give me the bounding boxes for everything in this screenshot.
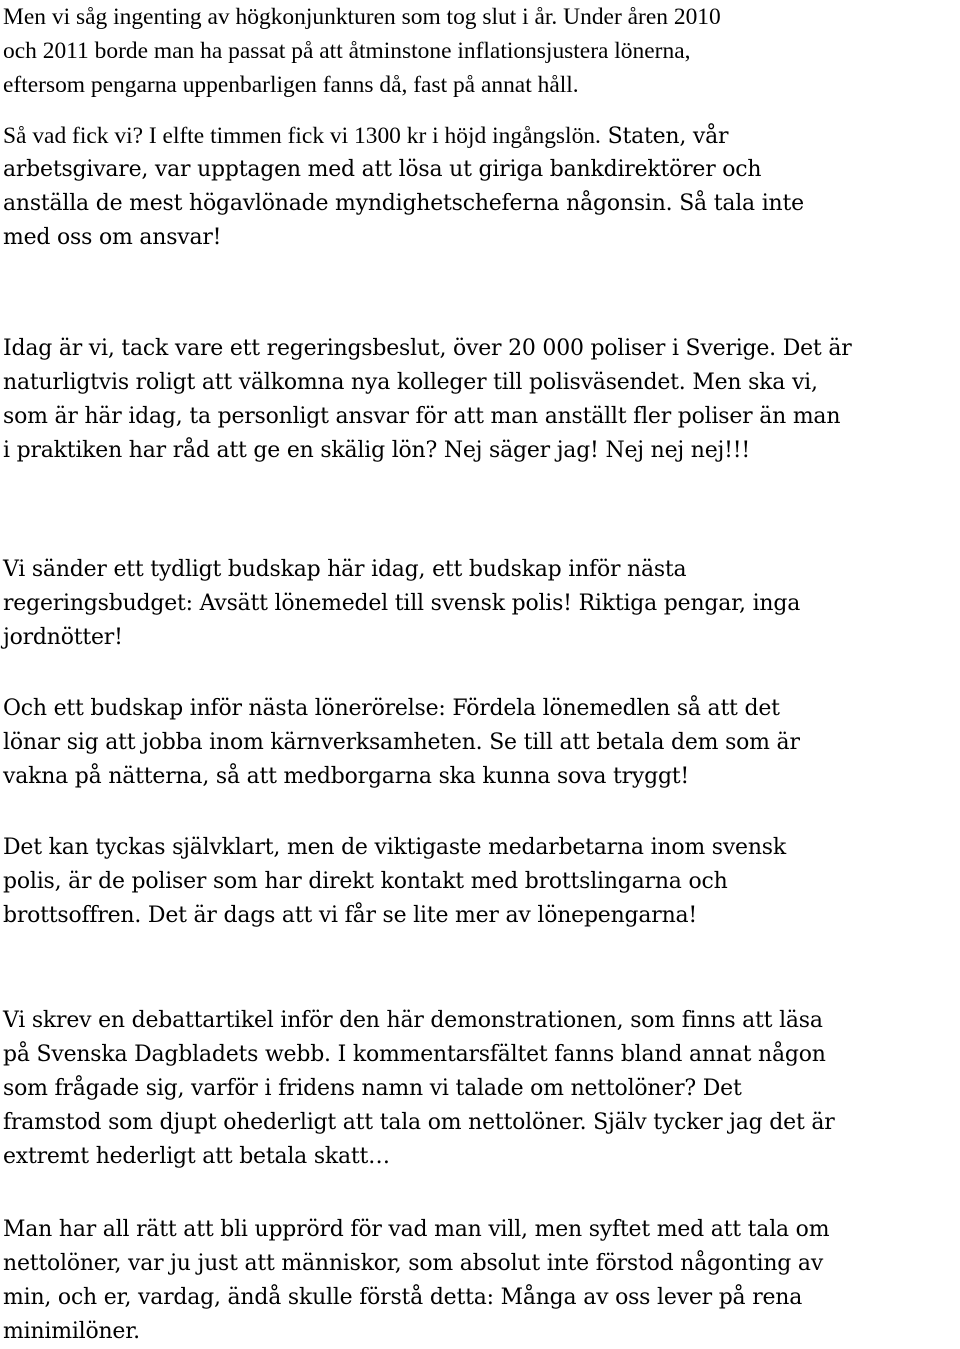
text-line: Och ett budskap inför nästa lönerörelse: Fördela lönemedlen så att det: [3, 696, 780, 721]
paragraph-6: [3, 831, 960, 933]
text-line: naturligtvis roligt att välkomna nya kolleger till polisväsendet. Men ska vi,: [3, 370, 818, 395]
paragraph-4: [3, 553, 960, 655]
text-line: arbetsgivare, var upptagen med att lösa ut giriga bankdirektörer och: [3, 157, 762, 182]
text-line: Man har all rätt att bli upprörd för vad man vill, men syftet med att tala om: [3, 1217, 830, 1242]
text-line: brottsoffren. Det är dags att vi får se lite mer av lönepengarna!: [3, 903, 698, 928]
text-line: min, och er, vardag, ändå skulle förstå detta: Många av oss lever på rena: [3, 1285, 803, 1310]
text-line: anställa de mest högavlönade myndighetscheferna någonsin. Så tala inte: [3, 191, 804, 216]
text-line: Vi sänder ett tydligt budskap här idag, ett budskap inför nästa: [3, 557, 687, 582]
text-line: med oss om ansvar!: [3, 225, 222, 250]
text-line: nettolöner, var ju just att människor, som absolut inte förstod någonting av: [3, 1251, 824, 1276]
paragraph-2: [3, 119, 960, 255]
text-line: som är här idag, ta personligt ansvar för att man anställt fler poliser än man: [3, 404, 841, 429]
text-line: regeringsbudget: Avsätt lönemedel till svensk polis! Riktiga pengar, inga: [3, 591, 801, 616]
text-line: Vi skrev en debattartikel inför den här demonstrationen, som finns att läsa: [3, 1008, 823, 1033]
text-line: eftersom pengarna uppenbarligen fanns då, fast på annat håll.: [3, 72, 579, 98]
paragraph-3: [3, 332, 960, 468]
paragraph-5: [3, 692, 960, 794]
text-line: [3, 119, 958, 153]
text-line: framstod som djupt ohederligt att tala om nettolöner. Själv tycker jag det är: [3, 1110, 835, 1135]
text-line: i praktiken har råd att ge en skälig lön? Nej säger jag! Nej nej nej!!!: [3, 438, 750, 463]
text-line: jordnötter!: [3, 625, 123, 650]
text-line: vakna på nätterna, så att medborgarna ska kunna sova tryggt!: [3, 764, 690, 789]
text-line: som frågade sig, varför i fridens namn vi talade om nettolöner? Det: [3, 1076, 742, 1101]
text-run: Så vad fick vi?: [3, 123, 144, 149]
text-line: på Svenska Dagbladets webb. I kommentarsfältet fanns bland annat någon: [3, 1042, 826, 1067]
text-line: polis, är de poliser som har direkt kontakt med brottslingarna och: [3, 869, 728, 894]
paragraph-7: [3, 1004, 960, 1174]
text-line: Men vi såg ingenting av högkonjunkturen som tog slut i år. Under åren 2010: [3, 4, 721, 30]
text-line: och 2011 borde man ha passat på att åtminstone inflationsjustera lönerna,: [3, 38, 691, 64]
text-run: I elfte timmen fick vi 1300 kr i höjd ingångslön.: [143, 123, 601, 149]
text-line: Det kan tyckas självklart, men de viktigaste medarbetarna inom svensk: [3, 835, 786, 860]
paragraph-1: [3, 0, 960, 102]
text-line: Idag är vi, tack vare ett regeringsbeslut, över 20 000 poliser i Sverige. Det är: [3, 336, 852, 361]
text-line: lönar sig att jobba inom kärnverksamheten. Se till att betala dem som är: [3, 730, 800, 755]
text-run: Staten, vår: [600, 124, 729, 149]
text-line: minimilöner.: [3, 1319, 140, 1344]
paragraph-8: [3, 1213, 960, 1349]
text-line: extremt hederligt att betala skatt…: [3, 1144, 390, 1169]
